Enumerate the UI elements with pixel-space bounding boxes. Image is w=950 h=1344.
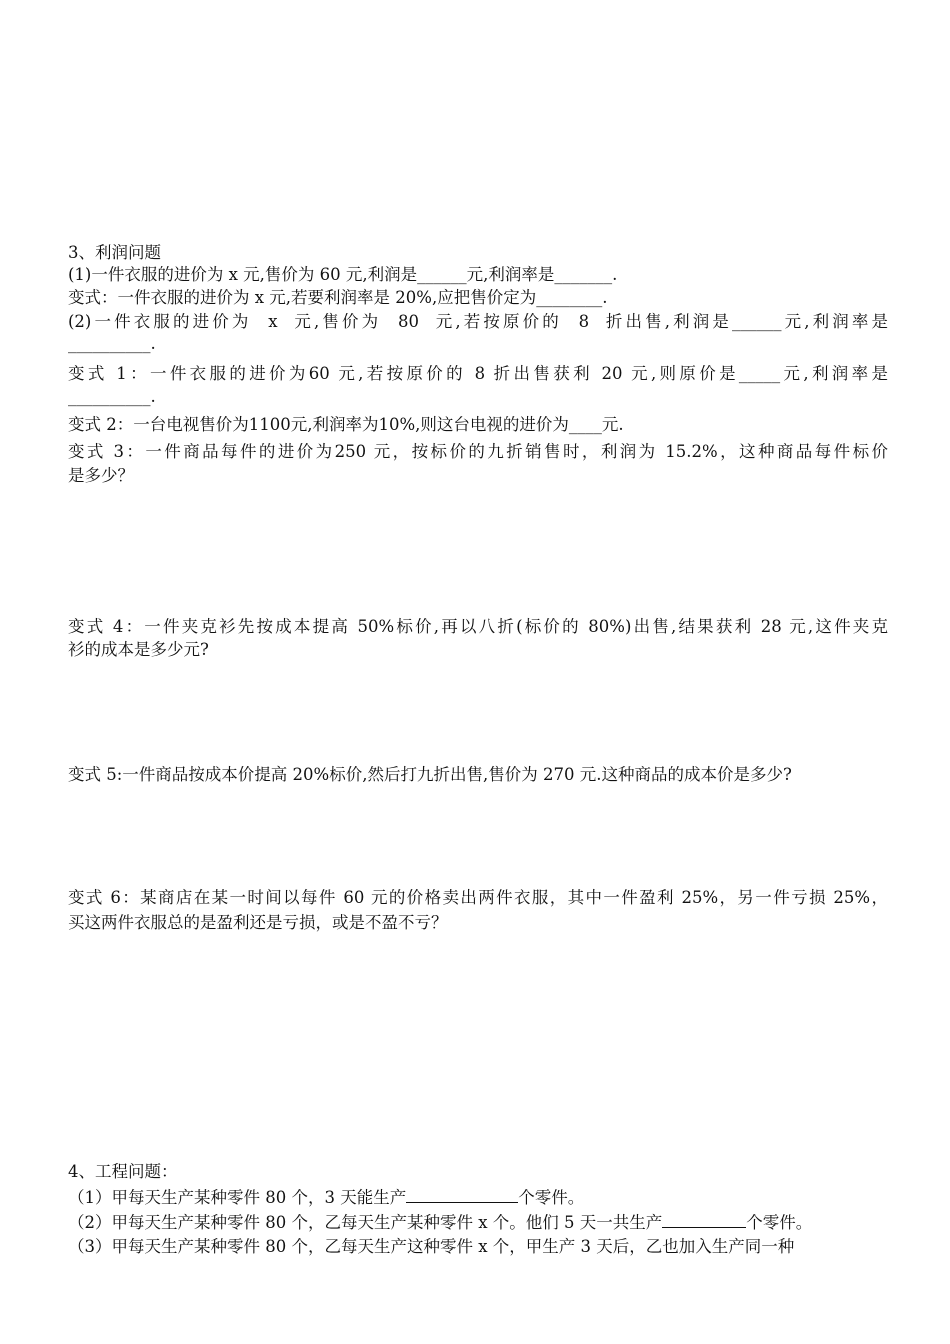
work-question-1-suffix: 个零件。 — [518, 1188, 585, 1207]
answer-blank — [662, 1211, 746, 1228]
answer-blank — [406, 1186, 518, 1203]
variant-4-line-2: 衫的成本是多少元? — [68, 640, 209, 659]
variant-3-line-1: 变式 3：一件商品每件的进价为250 元，按标价的九折销售时，利润为 15.2%，这种商品每件标价 — [68, 442, 888, 461]
section-heading-work: 4、工程问题： — [68, 1162, 178, 1181]
work-question-2-suffix: 个零件。 — [746, 1213, 813, 1232]
work-question-2 — [68, 1211, 888, 1234]
variant-1-line-1: 变式 1：一件衣服的进价为60 元,若按原价的 8 折出售获利 20 元,则原价是_____元,利润率是 — [68, 364, 888, 383]
variant-2: 变式 2：一台电视售价为1100元,利润率为10%,则这台电视的进价为____元. — [68, 415, 624, 434]
work-question-1 — [68, 1186, 888, 1209]
variant-4-line-1: 变式 4：一件夹克衫先按成本提高 50%标价,再以八折(标价的 80%)出售,结果获利 28 元,这件夹克 — [68, 617, 888, 636]
variant-0: 变式：一件衣服的进价为 x 元,若要利润率是 20%,应把售价定为________. — [68, 288, 608, 307]
work-question-3: （3）甲每天生产某种零件 80 个，乙每天生产这种零件 x 个，甲生产 3 天后，乙也加入生产同一种 — [68, 1237, 795, 1256]
variant-5: 变式 5:一件商品按成本价提高 20%标价,然后打九折出售,售价为 270 元.这种商品的成本价是多少? — [68, 765, 792, 784]
variant-3-line-2: 是多少？ — [68, 466, 134, 485]
section-heading-profit: 3、利润问题 — [68, 243, 161, 262]
question-1: (1)一件衣服的进价为 x 元,售价为 60 元,利润是______元,利润率是_______. — [68, 265, 618, 284]
work-question-1-text: （1）甲每天生产某种零件 80 个，3 天能生产 — [68, 1188, 407, 1207]
variant-1-line-2: __________. — [68, 387, 156, 406]
question-2-line-1: (2)一件衣服的进价为 x 元,售价为 80 元,若按原价的 8 折出售,利润是______元,利润率是 — [68, 312, 888, 331]
variant-6-line-1: 变式 6：某商店在某一时间以每件 60 元的价格卖出两件衣服，其中一件盈利 25%，另一件亏损 25%， — [68, 888, 888, 907]
variant-6-line-2: 买这两件衣服总的是盈利还是亏损，或是不盈不亏？ — [68, 913, 448, 932]
question-2-line-2: __________. — [68, 334, 156, 353]
work-question-2-text: （2）甲每天生产某种零件 80 个，乙每天生产某种零件 x 个。他们 5 天一共生产 — [68, 1213, 663, 1232]
